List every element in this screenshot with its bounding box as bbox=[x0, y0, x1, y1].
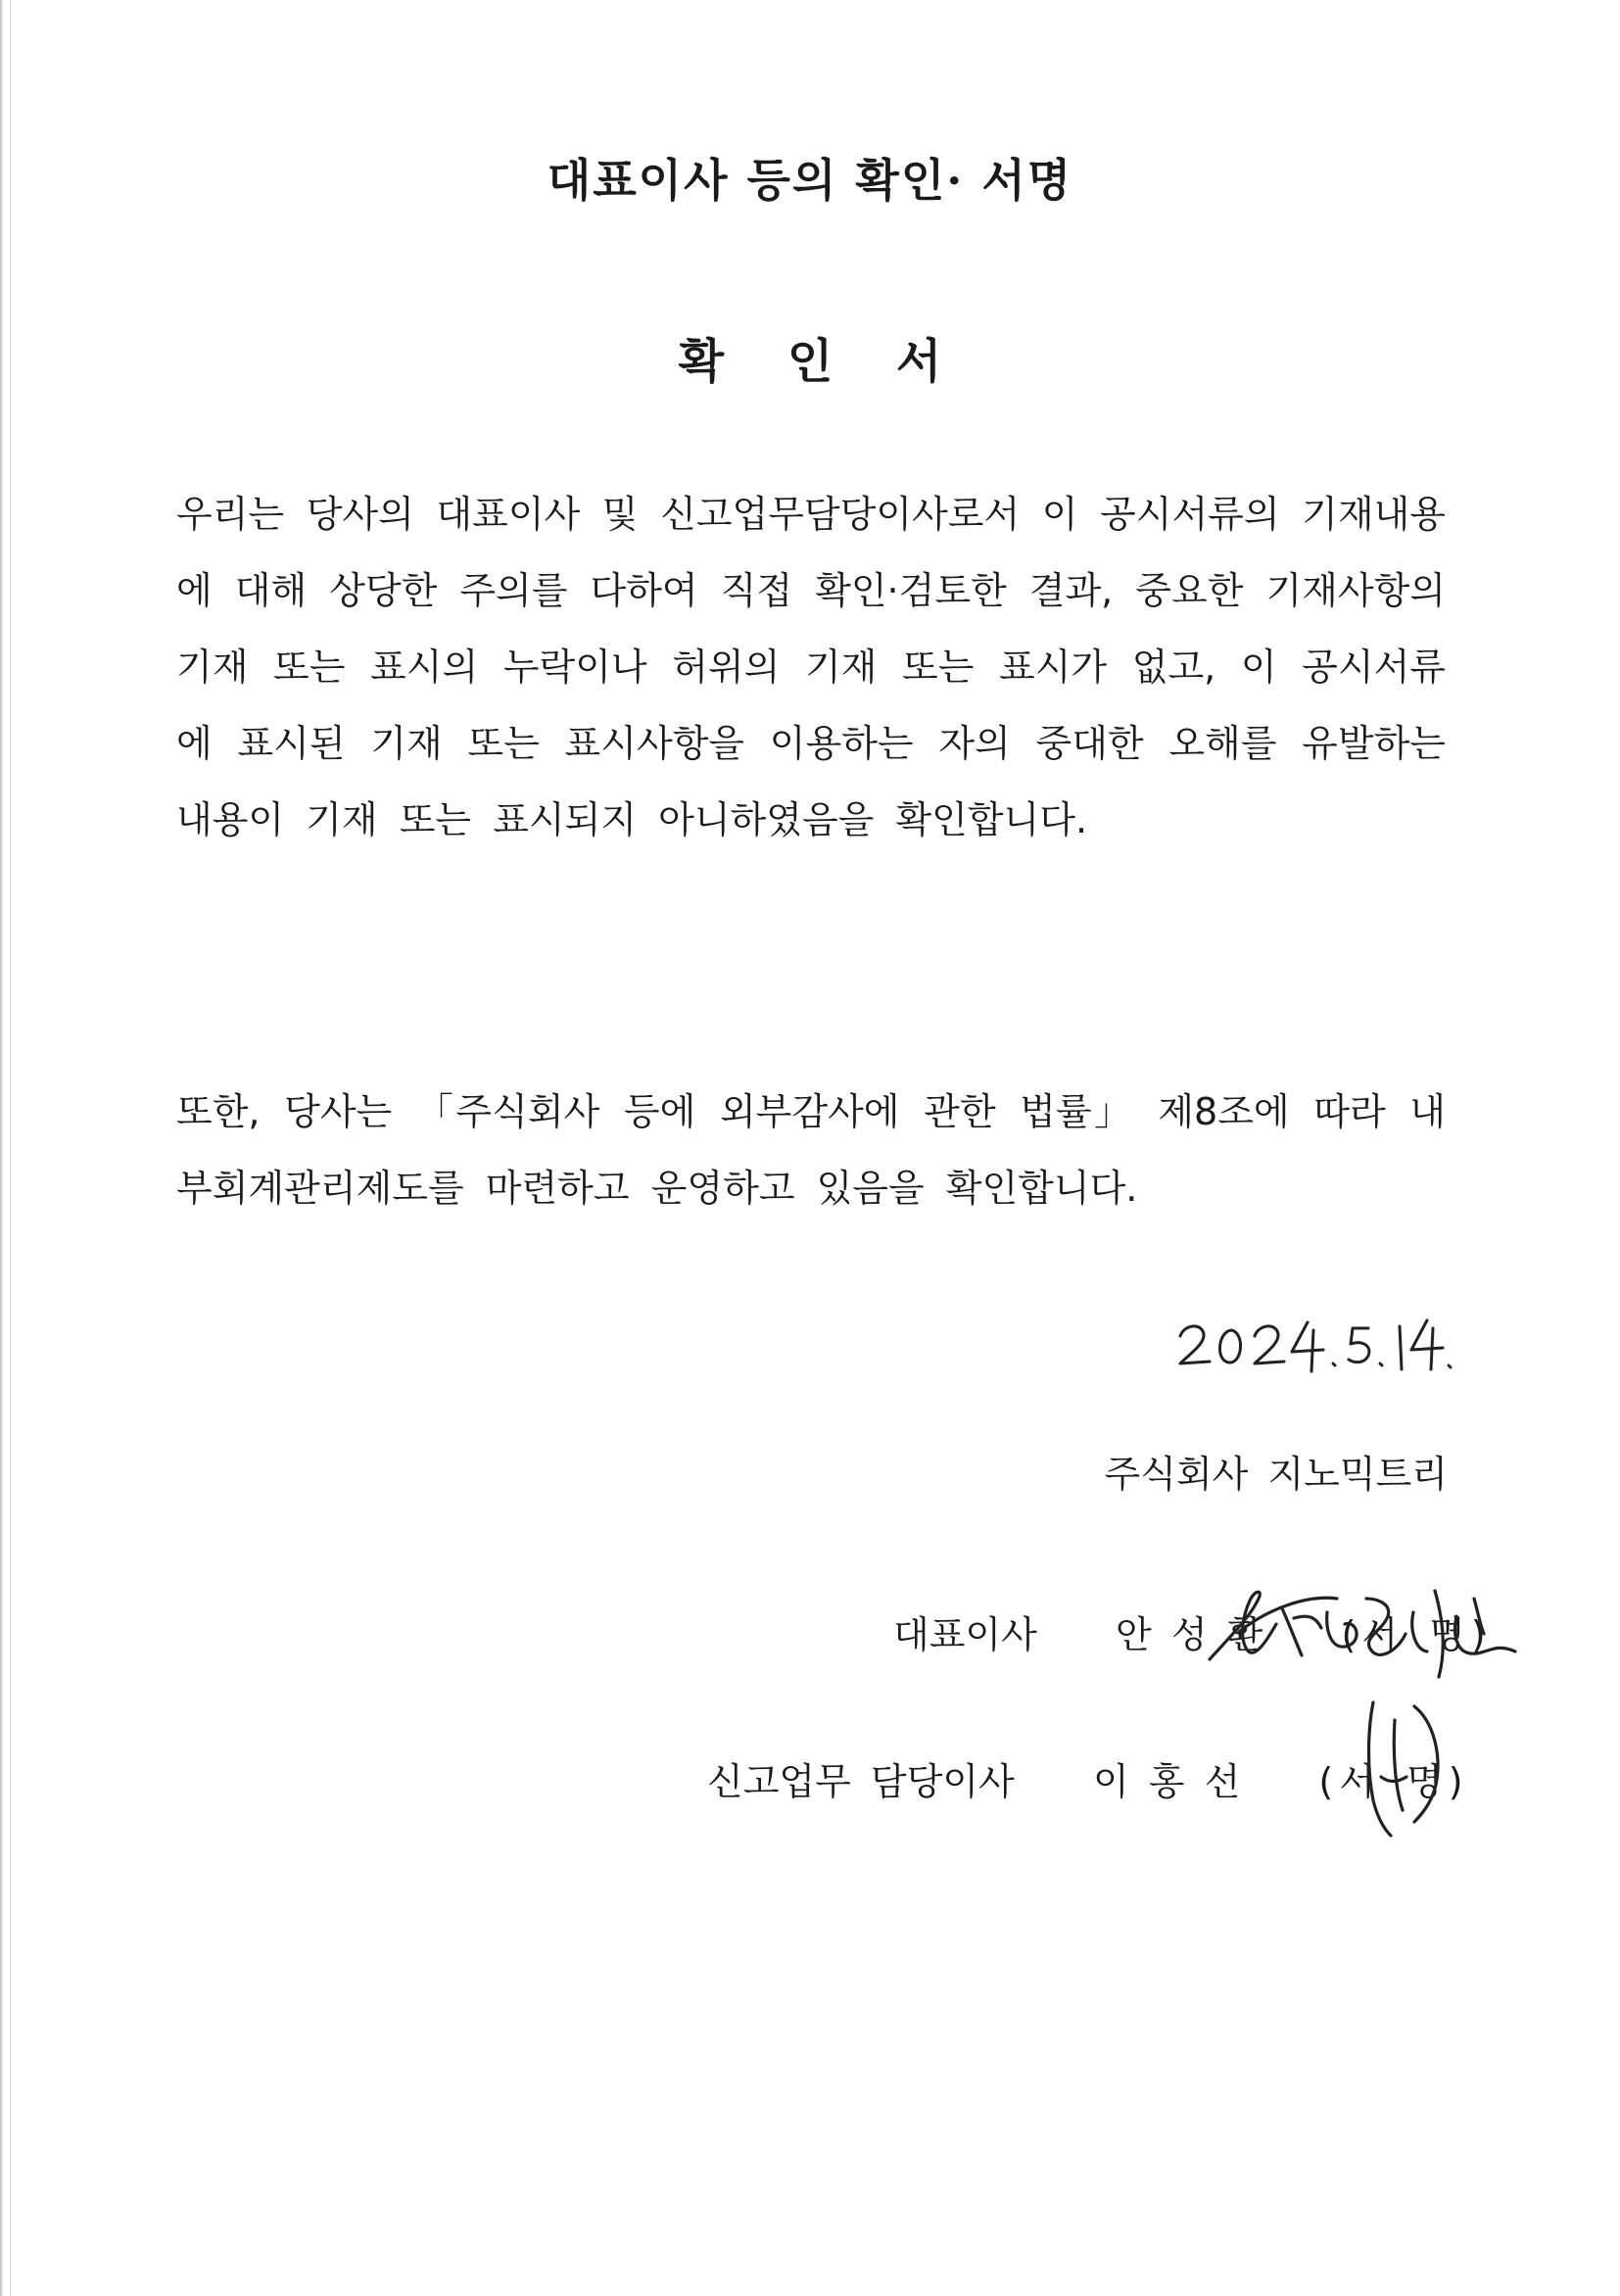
ceo-signature-mark: (서 명) bbox=[1341, 1613, 1492, 1656]
reporting-officer-handwritten-signature bbox=[1312, 1693, 1479, 1840]
confirmation-paragraph: 우리는 당사의 대표이사 및 신고업무담당이사로서 이 공시서류의 기재내용에 대해 상당한 주의를 다하여 직접 확인·검토한 결과, 중요한 기재사항의 기재 또는 표시의 누락이나 허위의 기재 또는 표시가 없고, 이 공시서류에 표시된 기재 또는 표시사항을 이용하는 자의 중대한 오해를 유발하는 내용이 기재 또는 표시되지 아니하였음을 확인합니다. bbox=[176, 493, 1446, 841]
document-title: 대표이사 등의 확인· 서명 bbox=[547, 154, 1073, 207]
ceo-handwritten-signature bbox=[1200, 1569, 1533, 1687]
reporting-officer-name: 이 홍 선 bbox=[1092, 1760, 1241, 1803]
ceo-role: 대표이사 bbox=[893, 1613, 1037, 1656]
reporting-officer-role: 신고업무 담당이사 bbox=[707, 1760, 1015, 1803]
company-name: 주식회사 지노믹트리 bbox=[1104, 1453, 1448, 1496]
internal-control-paragraph: 또한, 당사는 「주식회사 등에 외부감사에 관한 법률」 제8조에 따라 내부회계관리제도를 마련하고 운영하고 있음을 확인합니다. bbox=[176, 1090, 1446, 1210]
document-subtitle: 확 인 서 bbox=[678, 334, 966, 389]
reporting-officer-signature-mark: (서 명) bbox=[1318, 1760, 1469, 1803]
handwritten-date bbox=[1170, 1295, 1454, 1383]
ceo-name: 안 성 환 bbox=[1116, 1613, 1263, 1656]
